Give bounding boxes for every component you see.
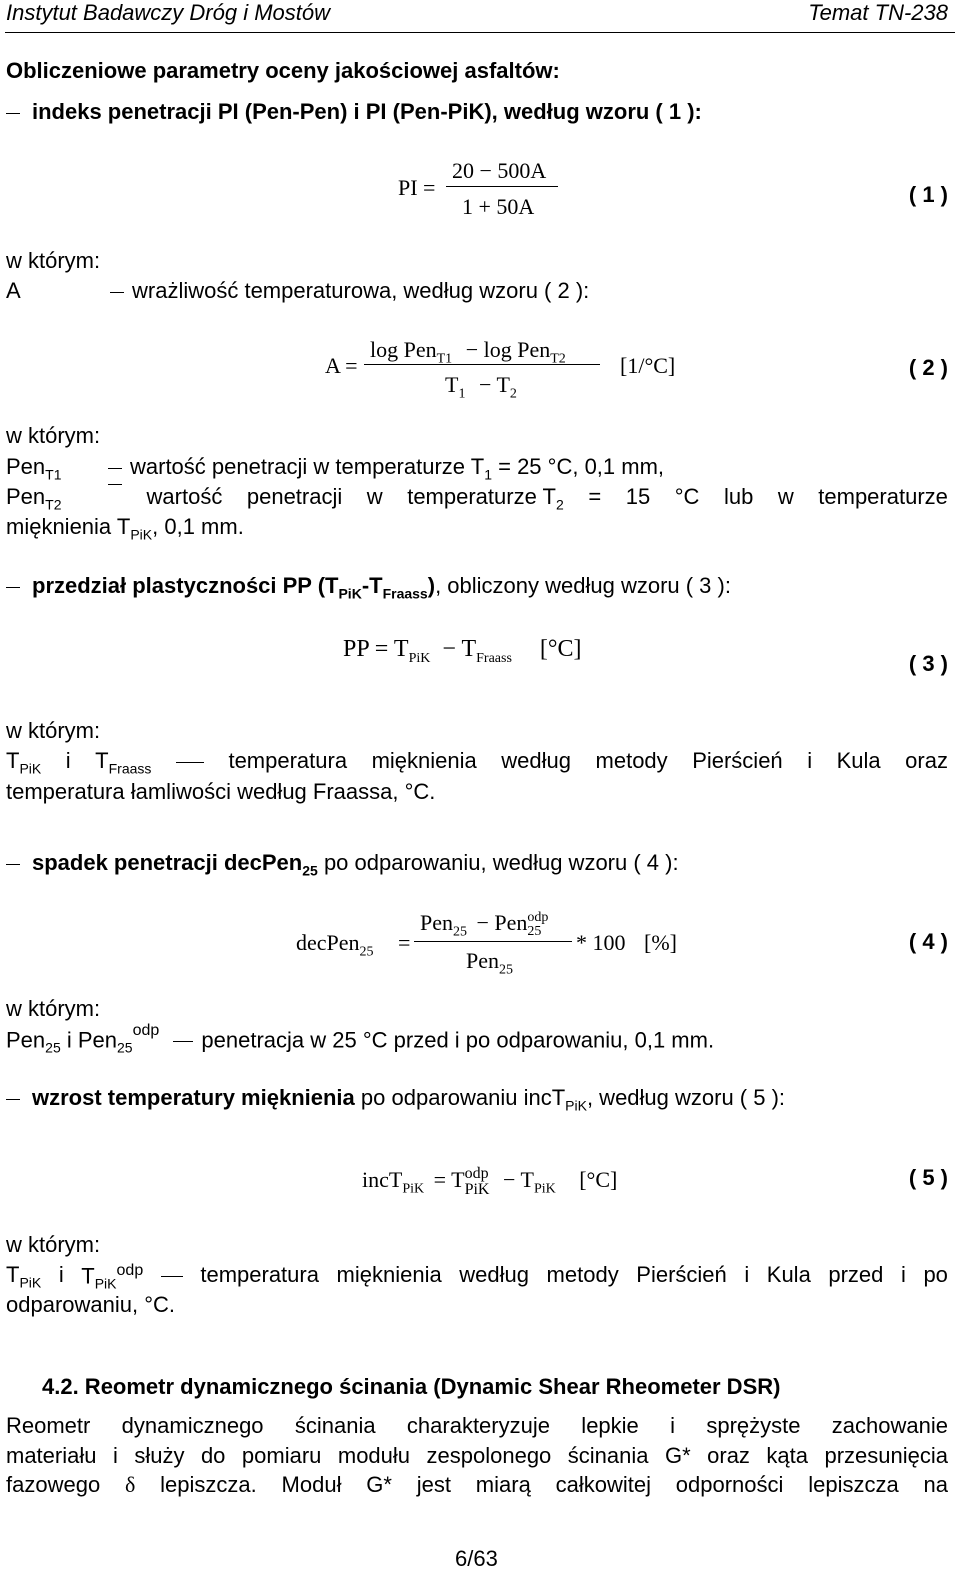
- decpen-def: Pen$_{25}$ i Pen$_{25}^{odp}$ penetracja w 25 °C przed i po odparowaniu, 0,1 mm.: [6, 1022, 715, 1056]
- dash-icon: [6, 587, 20, 588]
- bullet-inct: wzrost temperatury mięknienia po odparowaniu incT$_{PiK}$, według wzoru ( 5 ):: [6, 1085, 785, 1113]
- formula2-fraction-bar: [364, 364, 600, 365]
- bullet-pi-text: indeks penetracji PI (Pen-Pen) i PI (Pen-PiK), według wzoru ( 1 ):: [32, 99, 702, 124]
- formula5-number: ( 5 ): [908, 1165, 948, 1190]
- formula3-number: ( 3 ): [908, 651, 948, 676]
- pi-def-text: wrażliwość temperaturowa, według wzoru ( 2 ):: [132, 278, 590, 303]
- pp-def-line2: temperatura łamliwości według Fraassa, °C.: [6, 779, 436, 804]
- a-where: w którym:: [6, 423, 101, 448]
- dash-icon: [108, 468, 122, 469]
- pi-def-symbol: A: [6, 278, 21, 303]
- inct-def-line2: odparowaniu, °C.: [6, 1292, 176, 1317]
- page-number: 6/63: [455, 1546, 498, 1571]
- inct-def: $T_{PiK}$ i $T_{PiK}^{odp}$ temperatura mięknienia według metody Pierścień i Kula przed i po: [6, 1262, 948, 1292]
- pi-def: [110, 278, 589, 304]
- a-def2-line2: mięknienia $T_{PiK}$, 0,1 mm.: [6, 514, 244, 543]
- section-title: Obliczeniowe parametry oceny jakościowej asfaltów:: [6, 58, 560, 83]
- formula1-fraction-bar: [446, 186, 558, 187]
- formula1-numerator: 20 − 500A: [452, 158, 547, 183]
- dash-icon: [6, 1099, 20, 1100]
- formula4-fraction-bar: [414, 941, 572, 942]
- inct-where: w którym:: [6, 1232, 101, 1257]
- delta-symbol: δ: [124, 1472, 136, 1497]
- dash-icon: [173, 1041, 193, 1042]
- formula2-lhs: A =: [325, 353, 358, 378]
- formula2-denominator: $T_1 - T_2$: [445, 372, 517, 402]
- formula4-number: ( 4 ): [908, 929, 948, 954]
- bullet-decpen: spadek penetracji decPen$_{25}$ po odparowaniu, według wzoru ( 4 ):: [6, 850, 679, 878]
- header-rule: [5, 32, 955, 33]
- formula2-number: ( 2 ): [908, 355, 948, 380]
- header-topic: Temat TN-238: [808, 0, 948, 25]
- formula4-numerator: Pen$_{25}$ − Pen odp 25: [420, 909, 549, 940]
- formula4-denominator: Pen$_{25}$: [466, 948, 513, 978]
- dash-icon: [110, 292, 124, 293]
- dash-icon: [6, 113, 20, 114]
- dsr-line1: Reometr dynamicznego ścinania charakteryzuje lepkie i sprężyste zachowanie: [6, 1413, 948, 1438]
- dash-icon: [176, 762, 204, 763]
- a-def2-text: wartość penetracji w temperaturze $T_2$ = 15 °C lub w temperaturze: [108, 484, 948, 512]
- formula2-numerator: log Pen$_{T1}$ − log Pen$_{T2}$: [370, 337, 566, 367]
- formula5: incT$_{PiK}$ = T odp PiK − $T_{PiK}$ [°C]: [362, 1165, 618, 1198]
- formula4-factor: * 100: [576, 930, 626, 955]
- bullet-pp: przedział plastyczności PP $(T_{PiK}-T_{Fraass})$, obliczony według wzoru ( 3 ):: [6, 573, 731, 601]
- decpen-where: w którym:: [6, 996, 101, 1021]
- pi-where: w którym:: [6, 248, 101, 273]
- pp-where: w którym:: [6, 718, 101, 743]
- formula4-lhs: decPen$_{25}$: [296, 930, 374, 960]
- header-institute: Instytut Badawczy Dróg i Mostów: [6, 0, 331, 25]
- a-def2: Pen$_{T2}$: [6, 484, 62, 513]
- pp-def: $T_{PiK}$ i $T_{Fraass}$ temperatura mięknienia według metody Pierścień i Kula oraz: [6, 748, 948, 777]
- a-def1-text: wartość penetracji w temperaturze $T_1 = 25$ °C, 0,1 mm,: [108, 454, 664, 482]
- formula2-unit: [1/°C]: [620, 353, 676, 378]
- dash-icon: [108, 484, 122, 512]
- formula3: PP = $T_{PiK} - T_{Fraass}$ [°C]: [343, 636, 582, 666]
- formula1-denominator: 1 + 50A: [462, 194, 535, 219]
- formula1-number: ( 1 ): [908, 182, 948, 207]
- dash-icon: [6, 864, 20, 865]
- formula1-lhs: PI =: [398, 175, 436, 200]
- formula4-eq: =: [398, 930, 411, 955]
- a-def1: Pen$_{T1}$: [6, 454, 62, 483]
- dash-icon: [161, 1276, 183, 1277]
- bullet-pi: [6, 99, 702, 125]
- dsr-line2: materiału i służy do pomiaru modułu zespolonego ścinania G* oraz kąta przesunięcia: [6, 1443, 948, 1468]
- dsr-heading: 4.2. Reometr dynamicznego ścinania (Dynamic Shear Rheometer DSR): [42, 1374, 781, 1399]
- dsr-line3: fazowego δ lepiszcza. Moduł G* jest miarą całkowitej odporności lepiszcza na: [6, 1472, 948, 1497]
- formula4-unit: [%]: [644, 930, 677, 955]
